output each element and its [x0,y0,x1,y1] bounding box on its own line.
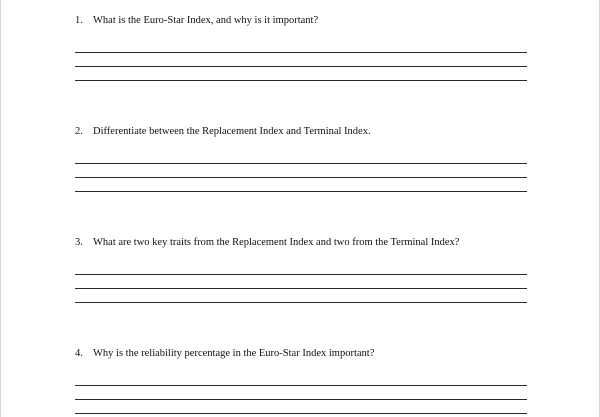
answer-line[interactable] [75,302,527,303]
question-2-prompt: Differentiate between the Replacement Index and Terminal Index. [93,126,371,137]
question-3-prompt: What are two key traits from the Replacement Index and two from the Terminal Index? [93,237,460,248]
question-2-number: 2. [75,126,83,137]
question-3 [75,236,527,249]
question-4-prompt: Why is the reliability percentage in the Euro-Star Index important? [93,348,375,359]
answer-line[interactable] [75,288,527,289]
question-3-text [75,236,527,249]
answer-line[interactable] [75,66,527,67]
answer-line[interactable] [75,177,527,178]
answer-line[interactable] [75,80,527,81]
answer-line[interactable] [75,163,527,164]
question-1-text [75,14,527,27]
question-4 [75,347,527,360]
answer-line[interactable] [75,52,527,53]
question-1 [75,14,527,27]
answer-line[interactable] [75,385,527,386]
answer-line[interactable] [75,413,527,414]
question-2-text [75,125,527,138]
question-2 [75,125,527,138]
question-1-prompt: What is the Euro-Star Index, and why is it important? [93,15,319,26]
question-4-number: 4. [75,348,83,359]
question-4-text [75,347,527,360]
answer-line[interactable] [75,274,527,275]
question-1-number: 1. [75,15,83,26]
answer-line[interactable] [75,191,527,192]
answer-line[interactable] [75,399,527,400]
question-3-number: 3. [75,237,83,248]
